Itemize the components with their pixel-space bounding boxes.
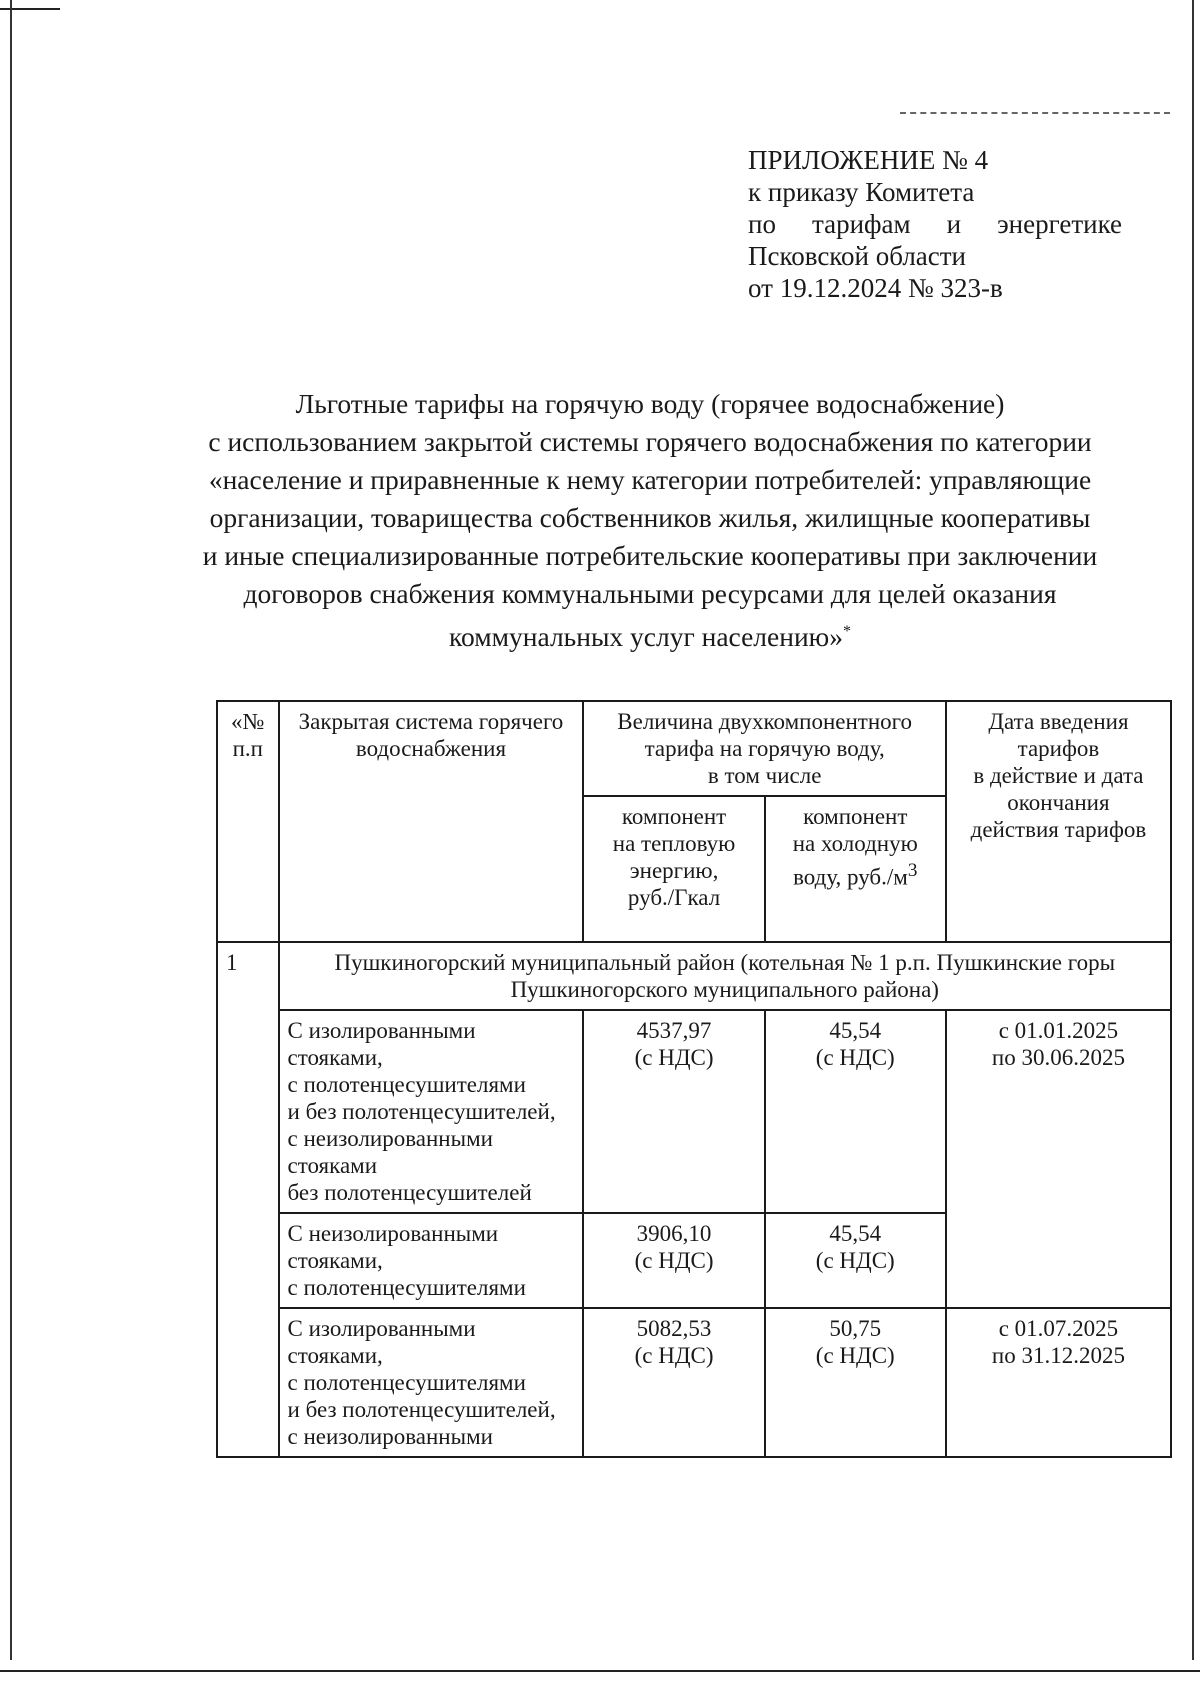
header-cold-line: на холодную (792, 831, 918, 856)
header-heat-line: компонент (621, 804, 727, 829)
row-system-line: С изолированными (287, 1316, 476, 1341)
header-tariff (583, 701, 945, 796)
header-heat-line: энергию, (629, 858, 719, 883)
title-line: и иные специализированные потребительские кооперативы при заключении (202, 540, 1098, 571)
title-line: «население и приравненные к нему категории потребителей: управляющие (208, 464, 1092, 495)
period-cell (946, 1010, 1171, 1308)
row-system-line: с полотенцесушителями (287, 1370, 526, 1395)
section-title-line: Пушкиногорский муниципальный район (котельная № 1 р.п. Пушкинские горы (334, 950, 1116, 975)
title-line: Льготные тарифы на горячую воду (горячее водоснабжение) (295, 388, 1005, 419)
tariff-table (216, 700, 1172, 1458)
row-system-line: с полотенцесушителями (287, 1072, 526, 1097)
annex-word: по (748, 209, 776, 239)
header-num-line: «№ (231, 709, 265, 734)
row-system (279, 1213, 584, 1308)
vat-note: (с НДС) (634, 1248, 714, 1273)
row-heat-value (583, 1308, 764, 1457)
row-system-line: стояками, (287, 1248, 383, 1273)
row-system-line: стояками, (287, 1045, 383, 1070)
header-cold-component (765, 796, 946, 942)
cold-value: 50,75 (829, 1316, 882, 1341)
header-tariff-line: Величина двухкомпонентного (617, 709, 913, 734)
period-cell (946, 1308, 1171, 1457)
header-heat-line: на тепловую (612, 831, 736, 856)
header-date (946, 701, 1171, 942)
header-heat-component (583, 796, 764, 942)
heat-value: 5082,53 (636, 1316, 712, 1341)
annex-word: и (946, 209, 962, 239)
header-cold-line (774, 857, 937, 891)
header-cold-superscript: 3 (907, 860, 918, 881)
title-line: договоров снабжения коммунальными ресурсами для целей оказания (243, 578, 1057, 609)
header-tariff-line: тарифа на горячую воду, (644, 736, 885, 761)
title-line (180, 613, 1120, 656)
scan-edge-left (10, 0, 12, 1660)
scan-dash-artifact (900, 112, 1170, 114)
vat-note: (с НДС) (634, 1045, 714, 1070)
row-system-line: с полотенцесушителями (287, 1275, 526, 1300)
annex-committee-line (748, 208, 1122, 240)
document-title (180, 385, 1120, 656)
cold-value: 45,54 (829, 1018, 882, 1043)
scan-edge-right (1192, 0, 1194, 1660)
table-row (217, 1308, 1171, 1457)
section-num: 1 (217, 942, 279, 1457)
row-system (279, 1308, 584, 1457)
vat-note: (с НДС) (815, 1343, 895, 1368)
row-system (279, 1010, 584, 1213)
vat-note: (с НДС) (634, 1343, 714, 1368)
header-cold-unit: воду, руб./м (793, 864, 908, 890)
row-system-line: и без полотенцесушителей, (287, 1397, 556, 1422)
annex-order-line: к приказу Комитета (748, 177, 975, 207)
annex-word: тарифам (811, 209, 911, 239)
row-system-line: С неизолированными (287, 1221, 499, 1246)
row-cold-value (765, 1213, 946, 1308)
period-start: с 01.01.2025 (998, 1018, 1119, 1043)
row-system-line: стояками (287, 1153, 378, 1178)
annex-date-line: от 19.12.2024 № 323-в (748, 273, 1003, 303)
table-row (217, 1010, 1171, 1213)
scan-edge-bottom (0, 1670, 1200, 1672)
footnote-mark: * (842, 623, 851, 640)
header-cold-line: компонент (803, 804, 908, 829)
row-system-line: с неизолированными (287, 1126, 493, 1151)
title-line: организации, товарищества собственников жилья, жилищные кооперативы (209, 502, 1091, 533)
row-system-line: с неизолированными (287, 1424, 493, 1449)
annex-header (748, 144, 1122, 304)
header-tariff-line: в том числе (707, 763, 822, 788)
row-cold-value (765, 1010, 946, 1213)
annex-region-line: Псковской области (748, 241, 967, 271)
row-system-line: С изолированными (287, 1018, 476, 1043)
header-system: Закрытая система горячего водоснабжения (279, 701, 584, 942)
header-date-line: действия тарифов (970, 817, 1147, 842)
header-date-line: тарифов (1017, 736, 1100, 761)
header-date-line: Дата введения (988, 709, 1129, 734)
annex-title: ПРИЛОЖЕНИЕ № 4 (748, 145, 989, 175)
heat-value: 4537,97 (636, 1018, 712, 1043)
row-heat-value (583, 1010, 764, 1213)
row-system-line: стояками, (287, 1343, 383, 1368)
section-row (217, 942, 1171, 1010)
row-cold-value (765, 1308, 946, 1457)
header-row (217, 701, 1171, 796)
period-end: по 31.12.2025 (991, 1343, 1125, 1368)
annex-word: энергетике (997, 209, 1122, 239)
header-heat-line: руб./Гкал (627, 885, 721, 910)
section-title (279, 942, 1171, 1010)
scan-edge-top (0, 8, 60, 10)
header-num (217, 701, 279, 942)
header-date-line: в действие и дата (973, 763, 1144, 788)
header-num-line: п.п (232, 736, 263, 761)
header-date-line: окончания (1007, 790, 1110, 815)
period-end: по 30.06.2025 (991, 1045, 1125, 1070)
vat-note: (с НДС) (815, 1045, 895, 1070)
section-title-line: Пушкиногорского муниципального района) (510, 977, 939, 1002)
row-system-line: и без полотенцесушителей, (287, 1099, 556, 1124)
title-last-line: коммунальных услуг населению» (449, 621, 843, 653)
vat-note: (с НДС) (815, 1248, 895, 1273)
row-system-line: без полотенцесушителей (287, 1180, 532, 1205)
title-line: с использованием закрытой системы горячего водоснабжения по категории (208, 426, 1092, 457)
cold-value: 45,54 (829, 1221, 882, 1246)
heat-value: 3906,10 (636, 1221, 712, 1246)
period-start: с 01.07.2025 (998, 1316, 1119, 1341)
row-heat-value (583, 1213, 764, 1308)
